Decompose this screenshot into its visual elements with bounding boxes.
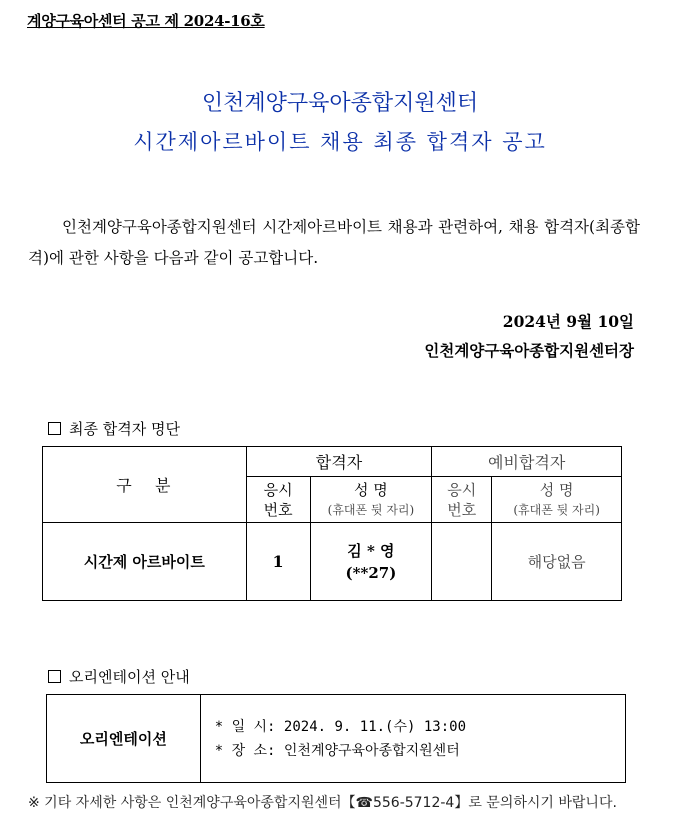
- signer: 인천계양구육아종합지원센터장: [424, 341, 634, 360]
- orientation-table: [46, 694, 626, 783]
- orientation-datetime: * 일 시: 2024. 9. 11.(수) 13:00: [214, 718, 467, 735]
- row-category: 시간제 아르바이트: [43, 523, 247, 601]
- reserve-group-header: 예비합격자: [432, 447, 622, 477]
- orientation-heading: [48, 666, 190, 687]
- page-title: 인천계양구육아종합지원센터: [201, 91, 479, 116]
- orientation-place: * 장 소: 인천계양구육아종합지원센터: [214, 742, 460, 759]
- page-subtitle: 시간제아르바이트 채용 최종 합격자 공고: [133, 130, 547, 154]
- row-name: 김 * 영 (**27): [310, 523, 432, 601]
- table-row: [43, 523, 622, 601]
- checkbox-square-icon: [48, 670, 61, 683]
- orientation-heading-text: 오리엔테이션 안내: [69, 668, 190, 686]
- exam-no-header: 응시 번호: [246, 477, 310, 523]
- results-heading: [48, 418, 180, 439]
- results-heading-text: 최종 합격자 명단: [69, 420, 180, 438]
- orientation-label: 오리엔테이션: [47, 695, 201, 783]
- notice-number: 계양구육아센터 공고 제 2024-16호: [27, 12, 265, 30]
- footnote: ※ 기타 자세한 사항은 인천계양구육아종합지원센터【☎556-5712-4】로 문의하시기 바랍니다.: [28, 795, 617, 811]
- name-header: 성 명 (휴대폰 뒷 자리): [310, 477, 432, 523]
- category-header: 구 분: [43, 447, 247, 523]
- checkbox-square-icon: [48, 422, 61, 435]
- row-reserve-exam-no: [432, 523, 492, 601]
- orientation-details: [200, 695, 625, 783]
- announcement-paragraph: 인천계양구육아종합지원센터 시간제아르바이트 채용과 관련하여, 채용 합격자(최종합격)에 관한 사항을 다음과 같이 공고합니다.: [28, 218, 640, 267]
- reserve-exam-no-header: 응시 번호: [432, 477, 492, 523]
- row-exam-no: 1: [246, 523, 310, 601]
- passed-group-header: 합격자: [246, 447, 432, 477]
- reserve-name-header: 성 명 (휴대폰 뒷 자리): [492, 477, 622, 523]
- announcement-date: 2024년 9월 10일: [502, 312, 634, 331]
- row-reserve-name: 해당없음: [492, 523, 622, 601]
- results-table: [42, 446, 622, 601]
